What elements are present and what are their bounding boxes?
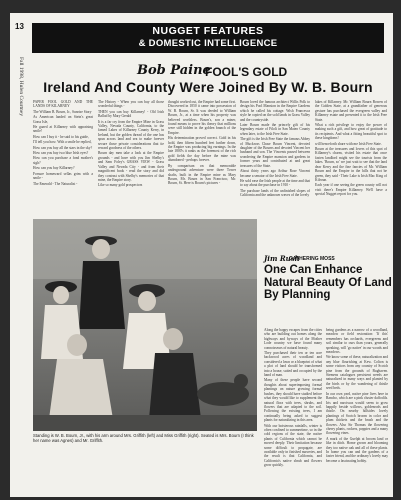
article1-column-2: The History - When you can buy all those wonderful things - THEN you can buy Killarney! - Old Irish Ballad by Mary Gerald It is a far cry from the Empire Mine in Grass Valley, Nevada County, California, to the famed Lakes of Killarney County Kerry, in Ireland, but the golden thread of the one has spun across land and sea to make forever secure those private considerations that tie reward goodness of the others. Bourn day men take a look at the Empire grounds - and have with you Jim Shelby's and Sam Foley's GRASS VIEW - Grass Valley and Nevada City - and from their magnificent book - read the story and did they contrast with Shelby's memories of that mine, the Empire story. Like so many gold prospectors [98,100,164,188]
article1-column-title: FOOL'S GOLD [205,65,288,79]
photo-caption: Standing is W. B. Bourn, Jr., with his arm around Mrs. Griffith (left) and Miss Griffith (right). Seated is Mrs. Bourn (I think her name was Agnes) and Mr. Griffith. [33,433,254,443]
article2-column-title: GATHERING MOSS [289,256,335,262]
article2-byline-script: Jim Rush [264,254,300,263]
newspaper-page [10,13,393,497]
section-header-line1: NUGGET FEATURES [152,25,264,37]
article1-column-4: Bourn loved the famous architect Willis Polk to design his Pool Mansion in the Empire Gardens which he called his cottage. Wish Francesca style he copied on the sold lands in Grass Valley and the countryside. Later Bourn made the princely gift of his legendary estate of Filoli in San Mateo County when later, to the Irish Free State. The gift is the Irish Free State the famous Abbey of Muckross Chase Bourn Vincent, devoted daughter of the Bourns and devoted Vincent her husband and son. The Vincents passed between wondering the Empire mansion and gardens in former years and contributed at and great treasures of the State. About thirty years ago Arthur Rose Vincent became a senator of the Irish Free State. He sold ease the Irish people at the time and that to say about the purchase in 1910 - The purchase lands of the unfinished slopes of California and the unknown waves of the lovely [240,100,310,198]
article2-headline: One Can Enhance Natural Beauty Of Land By Planning [264,264,392,301]
photo-illustration [33,219,257,431]
article1-headline: Ireland And County Were Joined By W. B. Bourn [43,79,373,95]
historical-group-photo [33,219,257,431]
article2-column-2: being gardens as a narrow of a woodland, meadow or field restoration: 'If this' remembers has orchards, evergreens and soil similar to ours than yours, generally speaking, will 'go native' in our woods and meadows. We know some of these, naturalization and any blue flourishing at Kew. Colton is some visitors from any country of Scotch pine from the grounds of Bughaven. Siemens catalogues persistent weeds are naturalized in many ways and planted by the birds or by the wandering of thistle seed beds. In our own yard, native pine lives here in Rancho, which are a pink cluster daffodils. Iris and narcissus would seem to grow happily beside willows, goldenrods and thistle. On nearby hillsides lovely plantings of Scotch broom in color and plum thickets and the brush and the flowers. Also Sir Thomas the flowering cherry plants, rockers, poppies and a many flowering vines. A mark of the Guelph at broom land or like in ditch. Home grown and blooming they too native oak and all of these plants. In home you can and the gardens of a faster friend, and the ordinary's lovely may become a fascinating hobby. [326,328,388,463]
article1-byline-script: Bob Paine [137,63,211,78]
article2-column-1: Along the happy escapes from the cities who are building out homes along the highways and byways of the Mother Lode country we have found many connoisseurs of natural beauty. They purchased their ten or ten acre backwood acres of woodland and considered a lawn or a blueprint of what a plot of land should be transformed into a house, suited and occupied by the hand of man. Many of these people have second thoughts about superimposing formal plantings on nature growing formal bushes, they should have studied before what they would like to supplement the natural flora with trees, shrubs, and flowers that are adapted to the soil. Following the existing trees, I am continually being asked to suggest plants for naturalizing in this area. With our boisterous rainfalls, winter is often confined to summertime, so in the cold regions of the state, the native plants of California which cannot be moved deeply. Their limitation because some difficult to propagate, are available only in finished nurseries, and the result is that California, and California's native shrub and flowers grow quickly. [264,328,322,468]
section-header-line2: & DOMESTIC INTELLIGENCE [138,38,278,49]
article1-column-1: PAPER FOOL GOLD AND THE LANDS OF KILARNEY The William B. Bourn, Jr., Sunrise Story As American landed on Stein's great Grass Isle, He gazed at Killarney with appraising smile! How can I buy it - he said to his guide, I'll tell you how. With a smile he replied, How can you buy all the stars in the sky? How can you buy two blue Irish eyes? How can you purchase a fond mother's sigh? How can you buy Killarney? Forsure homeward sellas grim with a smile - The Emerald - The Naturalist - [33,100,93,186]
article1-column-5: lakes of Killarney. Mr. William Bourn Bowen of the Golden State, at a grandfather of generous gesture has purchased the evergreen valley and Killarney estate and presented it to the Irish Free State. What a rich privilege to enjoy the power of making such a gift, and how great of gratitude to its recipients. And what a fitting beautiful spot to these kingdoms! will henceforth share with me Irish Free State. Bourn at the treasures and lovers of this spot of Killarney's charm, visited his estate that once fasten landlord might see the tourists from the lakes. 'Bourn, so' we just wait to see that the land dear Kerry and the fine fancies of Mr. William Bourn and the Empire in the hills that not be green, they said - Their Lake is Irish Mac King of Kilroun. Each year if one seeing the green county will not visit there's Empire Killarney. We'll have a special Nugget report for you. [315,100,387,197]
vertical-sidebar-text: Fall 1998, Hulen Courtney [18,57,24,116]
article1-column-3: thought worked out, the Empire had some first. Discovered in 1850 it came into possession of W. B. Bourn, Sr. It was deeded to William Bourn, Jr., at a time when his property was believed worthless. Bourn's, son a miner, found means to prove his theory that millions were still hidden in the golden branch of the Empire. His determination proved correct. Gold in his hold, then fifteen hundred feet further down, the Empire was producing big earnings. In the late 1800's it ranks as the foremost of the rich gold fields the day before the mine was abandoned - perhaps forever. By comparison on that memorable underground adventure were three Tower shafts, built in the Empire mine as Mary Bourn, Mr. Bourn in San Francisco, Mr. Bourn, St. Here is Bourn's pictures - [168,100,236,186]
section-header-banner [32,23,384,53]
page-number: 13 [15,22,24,31]
